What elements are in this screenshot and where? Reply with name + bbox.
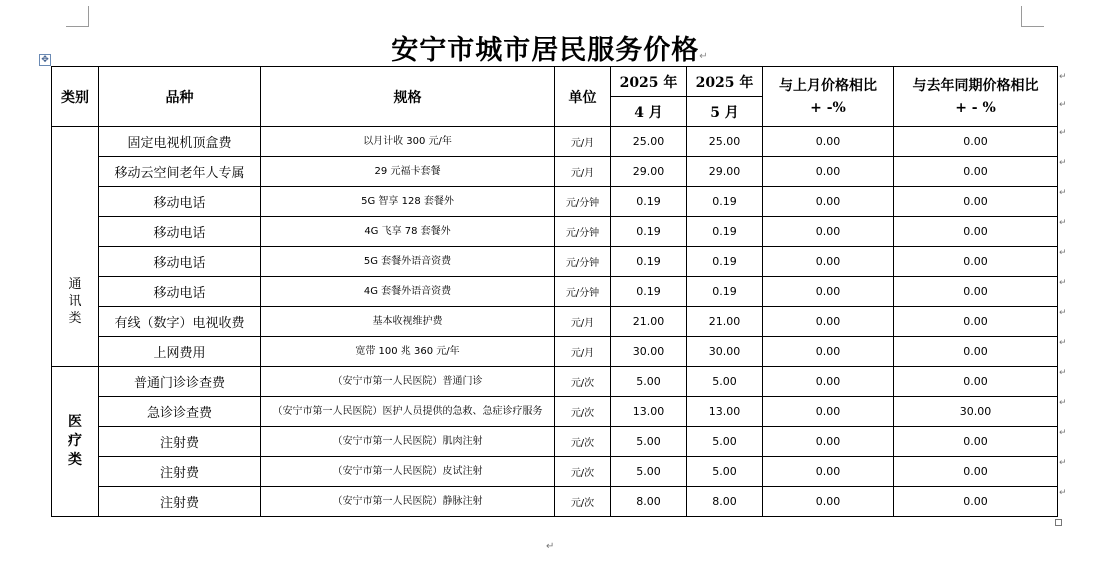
row-end-mark-icon: ↵	[1059, 398, 1067, 408]
header-yoy-line1: 与去年同期价格相比	[912, 77, 1039, 94]
category-char: 医	[68, 414, 82, 430]
row-end-mark-icon: ↵	[1059, 368, 1067, 378]
mom-change-cell: 0.00	[763, 427, 894, 457]
price-may-cell: 5.00	[687, 457, 763, 487]
unit-cell: 元/月	[555, 307, 611, 337]
yoy-change-cell: 0.00	[894, 487, 1058, 517]
price-may-cell: 25.00	[687, 127, 763, 157]
unit-cell: 元/分钟	[555, 187, 611, 217]
yoy-change-cell: 0.00	[894, 247, 1058, 277]
yoy-change-cell: 0.00	[894, 427, 1058, 457]
mom-change-cell: 0.00	[763, 367, 894, 397]
header-unit: 单位	[555, 67, 611, 127]
price-apr-cell: 5.00	[611, 367, 687, 397]
row-end-mark-icon: ↵	[1059, 308, 1067, 318]
price-apr-cell: 5.00	[611, 457, 687, 487]
price-may-cell: 8.00	[687, 487, 763, 517]
unit-cell: 元/次	[555, 397, 611, 427]
variety-cell: 有线（数字）电视收费	[99, 307, 261, 337]
mom-change-cell: 0.00	[763, 487, 894, 517]
header-spec: 规格	[261, 67, 555, 127]
spec-cell: 29 元福卡套餐	[261, 157, 555, 187]
variety-cell: 移动电话	[99, 247, 261, 277]
header-yoy-change	[894, 67, 1058, 127]
variety-cell: 注射费	[99, 487, 261, 517]
mom-change-cell: 0.00	[763, 457, 894, 487]
price-apr-cell: 30.00	[611, 337, 687, 367]
category-char: 类	[68, 452, 82, 468]
table-row	[52, 367, 1058, 397]
spec-cell: （安宁市第一人民医院）普通门诊	[261, 367, 555, 397]
mom-change-cell: 0.00	[763, 337, 894, 367]
price-apr-cell: 21.00	[611, 307, 687, 337]
price-apr-cell: 5.00	[611, 427, 687, 457]
table-row	[52, 127, 1058, 157]
price-may-cell: 0.19	[687, 247, 763, 277]
yoy-change-cell: 0.00	[894, 127, 1058, 157]
variety-cell: 上网费用	[99, 337, 261, 367]
variety-cell: 急诊诊查费	[99, 397, 261, 427]
header-year-may: 2025 年	[687, 67, 763, 97]
yoy-change-cell: 0.00	[894, 217, 1058, 247]
spec-cell: 5G 智享 128 套餐外	[261, 187, 555, 217]
row-end-mark-icon: ↵	[1059, 338, 1067, 348]
category-char: 通	[68, 277, 82, 292]
variety-cell: 移动云空间老年人专属	[99, 157, 261, 187]
category-char: 类	[68, 311, 82, 326]
yoy-change-cell: 0.00	[894, 187, 1058, 217]
category-char: 讯	[68, 294, 82, 309]
unit-cell: 元/次	[555, 367, 611, 397]
table-resize-handle[interactable]	[1055, 519, 1062, 526]
page-corner-mark-top-right	[1021, 6, 1044, 27]
price-may-cell: 21.00	[687, 307, 763, 337]
category-char: 疗	[68, 433, 82, 449]
price-apr-cell: 0.19	[611, 187, 687, 217]
title-text: 安宁市城市居民服务价格	[391, 35, 700, 66]
header-mom-line1: 与上月价格相比	[779, 77, 877, 94]
category-cell	[52, 127, 99, 367]
price-may-cell: 29.00	[687, 157, 763, 187]
table-row	[52, 157, 1058, 187]
table-row	[52, 487, 1058, 517]
header-month-may: 5 月	[687, 97, 763, 127]
spec-cell: （安宁市第一人民医院）皮试注射	[261, 457, 555, 487]
yoy-change-cell: 0.00	[894, 277, 1058, 307]
mom-change-cell: 0.00	[763, 127, 894, 157]
variety-cell: 注射费	[99, 427, 261, 457]
price-may-cell: 13.00	[687, 397, 763, 427]
spec-cell: 以月计收 300 元/年	[261, 127, 555, 157]
table-row	[52, 187, 1058, 217]
row-end-mark-icon: ↵	[1059, 188, 1067, 198]
page-corner-mark-top-left	[66, 6, 89, 27]
yoy-change-cell: 0.00	[894, 367, 1058, 397]
mom-change-cell: 0.00	[763, 187, 894, 217]
row-end-mark-icon: ↵	[1059, 458, 1067, 468]
price-may-cell: 0.19	[687, 187, 763, 217]
row-end-mark-icon: ↵	[1059, 428, 1067, 438]
price-may-cell: 5.00	[687, 367, 763, 397]
yoy-change-cell: 0.00	[894, 457, 1058, 487]
spec-cell: （安宁市第一人民医院）肌肉注射	[261, 427, 555, 457]
header-yoy-line2: + - %	[955, 99, 996, 116]
table-row	[52, 277, 1058, 307]
row-end-mark-icon: ↵	[1059, 158, 1067, 168]
row-end-mark-icon: ↵	[1059, 128, 1067, 138]
price-apr-cell: 0.19	[611, 277, 687, 307]
mom-change-cell: 0.00	[763, 397, 894, 427]
unit-cell: 元/月	[555, 127, 611, 157]
yoy-change-cell: 0.00	[894, 157, 1058, 187]
unit-cell: 元/次	[555, 457, 611, 487]
row-end-mark-icon: ↵	[1059, 72, 1067, 82]
table-row	[52, 337, 1058, 367]
header-month-apr: 4 月	[611, 97, 687, 127]
mom-change-cell: 0.00	[763, 277, 894, 307]
unit-cell: 元/月	[555, 337, 611, 367]
table-row	[52, 217, 1058, 247]
paragraph-mark-icon: ↵	[546, 541, 555, 552]
variety-cell: 固定电视机顶盒费	[99, 127, 261, 157]
mom-change-cell: 0.00	[763, 307, 894, 337]
spec-cell: 4G 飞享 78 套餐外	[261, 217, 555, 247]
variety-cell: 移动电话	[99, 277, 261, 307]
unit-cell: 元/月	[555, 157, 611, 187]
spec-cell: （安宁市第一人民医院）静脉注射	[261, 487, 555, 517]
table-row	[52, 457, 1058, 487]
price-apr-cell: 0.19	[611, 217, 687, 247]
yoy-change-cell: 0.00	[894, 337, 1058, 367]
spec-cell: （安宁市第一人民医院）医护人员提供的急救、急症诊疗服务	[261, 397, 555, 427]
header-variety: 品种	[99, 67, 261, 127]
spec-cell: 4G 套餐外语音资费	[261, 277, 555, 307]
price-apr-cell: 13.00	[611, 397, 687, 427]
yoy-change-cell: 30.00	[894, 397, 1058, 427]
row-end-mark-icon: ↵	[1059, 100, 1067, 110]
mom-change-cell: 0.00	[763, 157, 894, 187]
price-apr-cell: 0.19	[611, 247, 687, 277]
table-row	[52, 397, 1058, 427]
header-mom-change	[763, 67, 894, 127]
price-may-cell: 0.19	[687, 277, 763, 307]
unit-cell: 元/次	[555, 427, 611, 457]
header-mom-line2: + -%	[810, 99, 846, 116]
spec-cell: 基本收视维护费	[261, 307, 555, 337]
header-year-apr: 2025 年	[611, 67, 687, 97]
header-category: 类别	[52, 67, 99, 127]
row-end-mark-icon: ↵	[1059, 278, 1067, 288]
row-end-mark-icon: ↵	[1059, 248, 1067, 258]
price-may-cell: 0.19	[687, 217, 763, 247]
variety-cell: 移动电话	[99, 187, 261, 217]
price-apr-cell: 8.00	[611, 487, 687, 517]
table-row	[52, 247, 1058, 277]
paragraph-mark-icon: ↵	[699, 51, 709, 62]
price-apr-cell: 29.00	[611, 157, 687, 187]
category-cell	[52, 367, 99, 517]
mom-change-cell: 0.00	[763, 217, 894, 247]
unit-cell: 元/次	[555, 487, 611, 517]
variety-cell: 移动电话	[99, 217, 261, 247]
yoy-change-cell: 0.00	[894, 307, 1058, 337]
row-end-mark-icon: ↵	[1059, 488, 1067, 498]
price-may-cell: 30.00	[687, 337, 763, 367]
price-may-cell: 5.00	[687, 427, 763, 457]
price-table	[51, 66, 1058, 517]
price-apr-cell: 25.00	[611, 127, 687, 157]
table-row	[52, 307, 1058, 337]
variety-cell: 注射费	[99, 457, 261, 487]
spec-cell: 5G 套餐外语音资费	[261, 247, 555, 277]
table-row	[52, 427, 1058, 457]
table-move-handle-icon[interactable]: ✥	[39, 54, 51, 66]
spec-cell: 宽带 100 兆 360 元/年	[261, 337, 555, 367]
header-row-1	[52, 67, 1058, 97]
mom-change-cell: 0.00	[763, 247, 894, 277]
unit-cell: 元/分钟	[555, 277, 611, 307]
document-title	[300, 28, 800, 67]
unit-cell: 元/分钟	[555, 247, 611, 277]
variety-cell: 普通门诊诊查费	[99, 367, 261, 397]
unit-cell: 元/分钟	[555, 217, 611, 247]
row-end-mark-icon: ↵	[1059, 218, 1067, 228]
